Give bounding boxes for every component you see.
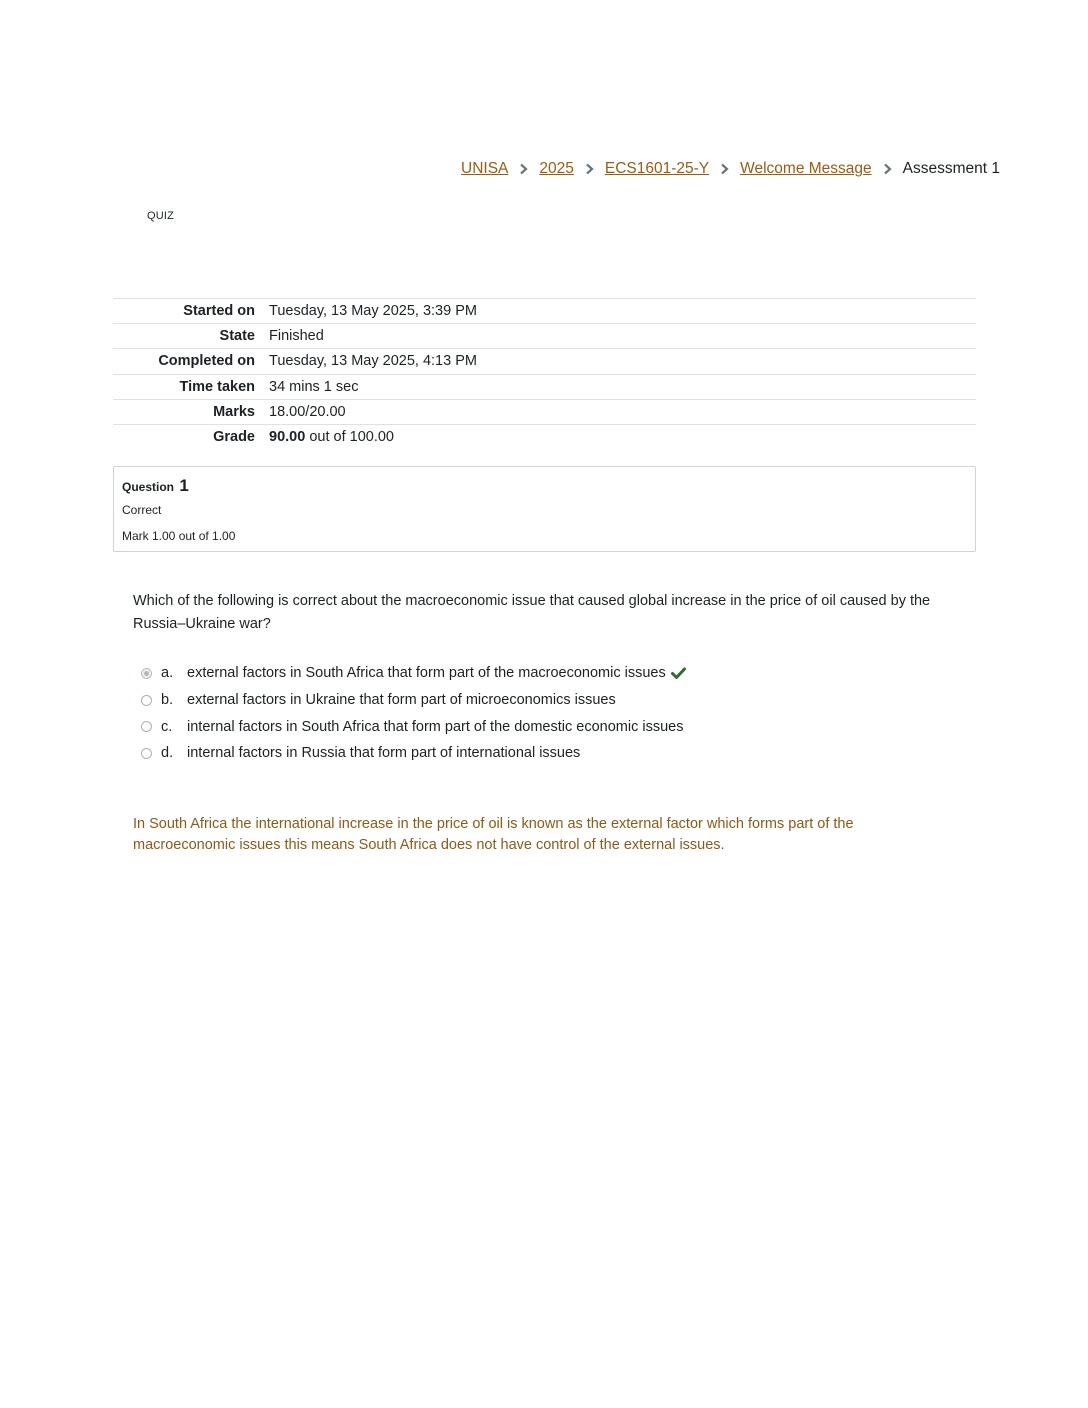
chevron-right-icon	[883, 163, 892, 175]
answer-option-d	[141, 740, 961, 767]
summary-label: Time taken	[179, 378, 255, 395]
question-state: Correct	[122, 503, 162, 517]
summary-row-time-taken	[113, 374, 976, 399]
answer-letter: d.	[161, 745, 174, 762]
question-mark: Mark 1.00 out of 1.00	[122, 529, 236, 543]
summary-label: State	[219, 328, 255, 345]
grade-suffix: out of 100.00	[309, 429, 394, 446]
summary-row-grade	[113, 424, 976, 449]
radio-button[interactable]	[141, 695, 152, 706]
question-text: Which of the following is correct about the macroeconomic issue that caused global increase in the price of oil caused by the Russia–Ukraine war?	[133, 593, 931, 632]
answer-text: internal factors in South Africa that form part of the domestic economic issues	[187, 718, 684, 735]
radio-button[interactable]	[141, 748, 152, 759]
question-prefix: Question	[122, 480, 175, 494]
summary-value: Tuesday, 13 May 2025, 3:39 PM	[269, 303, 477, 320]
answer-letter: a.	[161, 665, 174, 682]
breadcrumb-current: Assessment 1	[902, 160, 1000, 177]
summary-label: Grade	[213, 429, 255, 446]
chevron-right-icon	[585, 163, 594, 175]
attempt-summary-table	[113, 298, 976, 450]
answer-text: external factors in South Africa that form part of the macroeconomic issues	[187, 665, 666, 682]
page-label: QUIZ	[147, 210, 175, 222]
question-title	[122, 476, 189, 496]
summary-value: Tuesday, 13 May 2025, 4:13 PM	[269, 353, 477, 370]
radio-button[interactable]	[141, 721, 152, 732]
answer-letter: c.	[161, 718, 173, 735]
chevron-right-icon	[519, 163, 528, 175]
answer-text: external factors in Ukraine that form part of microeconomics issues	[187, 692, 616, 709]
answer-text: internal factors in Russia that form part of international issues	[187, 745, 581, 762]
checkmark-icon	[671, 667, 686, 679]
summary-row-state	[113, 324, 976, 349]
question-number: 1	[179, 476, 189, 495]
radio-button-selected[interactable]	[141, 668, 152, 679]
answer-feedback: In South Africa the international increase in the price of oil is known as the external factor which forms part of the macroeconomic issues this means South Africa does not have control of the external issues.	[133, 816, 854, 853]
chevron-right-icon	[720, 163, 729, 175]
breadcrumb-link-course[interactable]: ECS1601-25-Y	[604, 160, 710, 177]
summary-label: Started on	[183, 303, 255, 320]
answer-letter: b.	[161, 692, 174, 709]
answer-options	[141, 660, 961, 767]
summary-row-started	[113, 299, 976, 324]
breadcrumb-link-year[interactable]: 2025	[539, 160, 574, 177]
grade-value: 90.00	[269, 429, 306, 446]
summary-value	[269, 424, 976, 449]
summary-row-completed	[113, 349, 976, 374]
summary-label: Completed on	[158, 353, 255, 370]
answer-option-a	[141, 660, 961, 687]
summary-value: 34 mins 1 sec	[269, 378, 359, 395]
breadcrumb	[461, 160, 1000, 178]
summary-value: 18.00/20.00	[269, 403, 346, 420]
summary-row-marks	[113, 399, 976, 424]
question-info-box	[113, 466, 976, 552]
answer-option-c	[141, 713, 961, 740]
breadcrumb-link-section[interactable]: Welcome Message	[740, 160, 872, 177]
summary-value: Finished	[269, 328, 324, 345]
breadcrumb-link-unisa[interactable]: UNISA	[461, 160, 509, 177]
answer-option-b	[141, 687, 961, 714]
summary-label: Marks	[213, 403, 255, 420]
